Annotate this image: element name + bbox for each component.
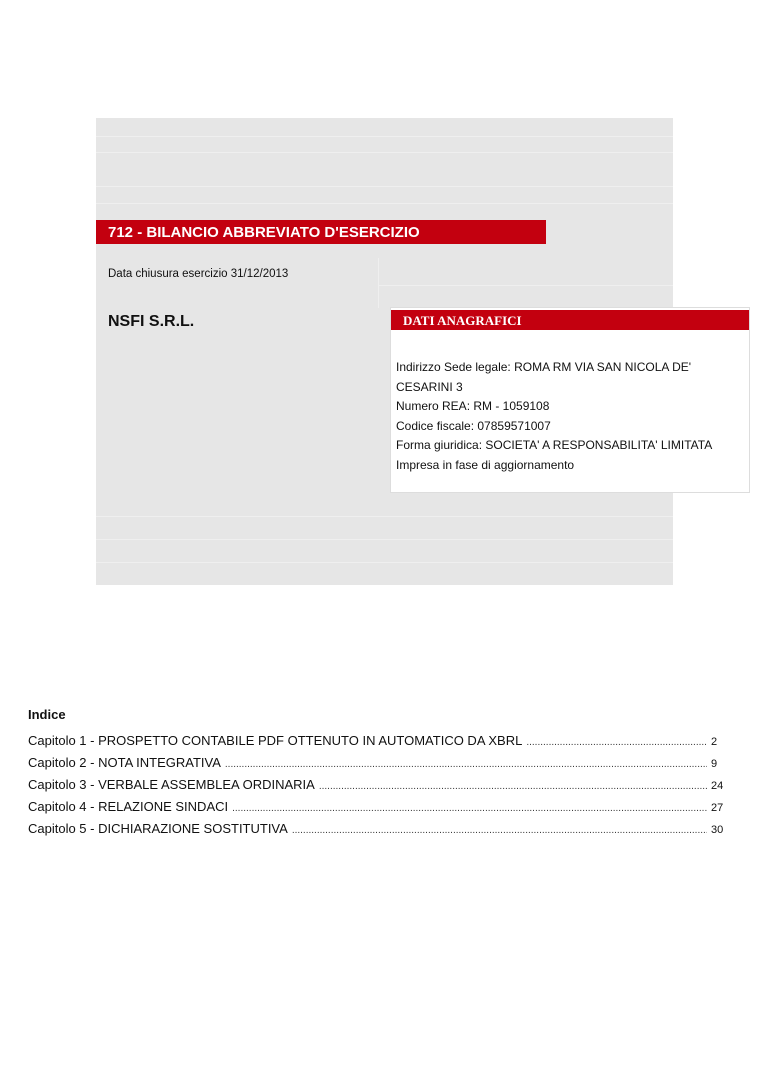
divider [378, 258, 379, 308]
document-title-banner: 712 - BILANCIO ABBREVIATO D'ESERCIZIO [96, 220, 546, 244]
divider [96, 152, 673, 153]
registry-details [396, 358, 712, 475]
toc-entry[interactable] [28, 799, 733, 821]
divider [96, 516, 673, 517]
registry-line: Forma giuridica: SOCIETA' A RESPONSABILITA' LIMITATA [396, 438, 713, 452]
registry-line: Impresa in fase di aggiornamento [396, 457, 575, 472]
toc-page: 24 [711, 780, 724, 792]
divider [96, 136, 673, 137]
toc-entry[interactable] [28, 733, 733, 755]
toc-label: Capitolo 4 - RELAZIONE SINDACI [28, 799, 229, 814]
toc-entry[interactable] [28, 755, 733, 777]
index-title: Indice [28, 707, 66, 722]
leader-dots [232, 803, 707, 814]
toc-page: 9 [711, 758, 718, 770]
toc-label: Capitolo 3 - VERBALE ASSEMBLEA ORDINARIA [28, 777, 315, 792]
divider [96, 539, 673, 540]
toc-page: 2 [711, 736, 718, 748]
leader-dots [526, 737, 707, 748]
leader-dots [292, 825, 707, 836]
toc-entry[interactable] [28, 821, 733, 843]
registry-line: Codice fiscale: 07859571007 [396, 418, 551, 433]
divider [96, 186, 673, 187]
divider [96, 203, 673, 204]
leader-dots [319, 781, 707, 792]
divider [378, 285, 673, 286]
registry-line: CESARINI 3 [396, 379, 463, 394]
registry-title: DATI ANAGRAFICI [391, 310, 749, 330]
leader-dots [225, 759, 707, 770]
toc-page: 30 [711, 824, 724, 836]
toc-page: 27 [711, 802, 724, 814]
toc-label: Capitolo 2 - NOTA INTEGRATIVA [28, 755, 221, 770]
toc-entry[interactable] [28, 777, 733, 799]
registry-card [390, 307, 750, 493]
closing-date: Data chiusura esercizio 31/12/2013 [108, 268, 289, 280]
divider [96, 562, 673, 563]
registry-line: Indirizzo Sede legale: ROMA RM VIA SAN NICOLA DE' [396, 360, 692, 374]
toc-label: Capitolo 1 - PROSPETTO CONTABILE PDF OTTENUTO IN AUTOMATICO DA XBRL [28, 733, 523, 748]
company-name: NSFI S.R.L. [108, 313, 195, 330]
registry-line: Numero REA: RM - 1059108 [396, 399, 550, 413]
toc-label: Capitolo 5 - DICHIARAZIONE SOSTITUTIVA [28, 821, 288, 836]
table-of-contents [28, 733, 733, 843]
